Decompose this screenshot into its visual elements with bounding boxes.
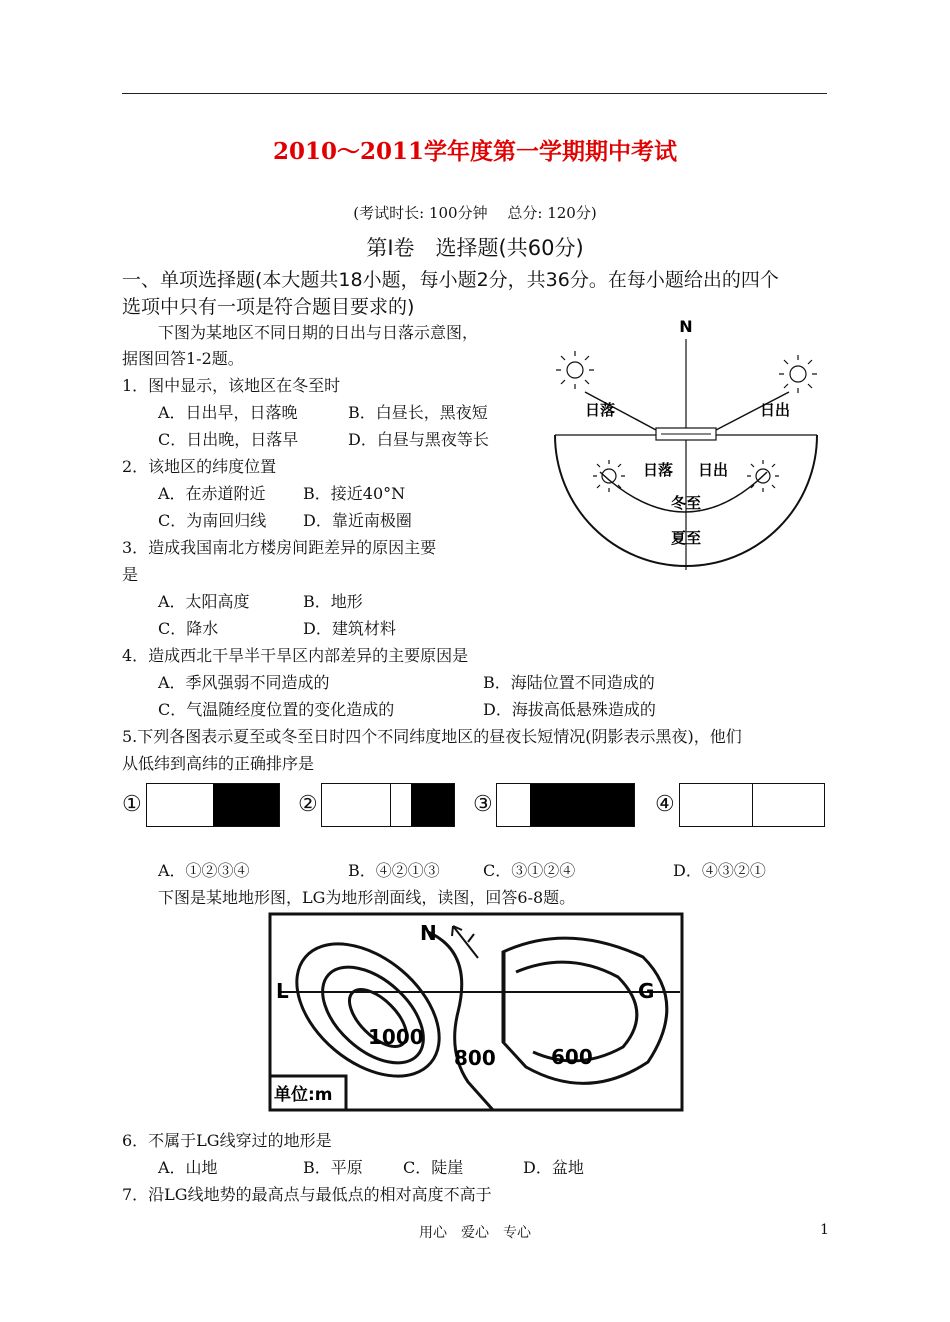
sun-icon-summer-sunset — [556, 351, 594, 389]
svg-text:1000: 1000 — [368, 1025, 424, 1049]
q5-option-b: B．④②①③ — [348, 861, 440, 880]
q3-stem-line-1: 3．造成我国南北方楼房间距差异的原因主要 — [122, 538, 437, 557]
q1-option-d: D．白昼与黑夜等长 — [348, 430, 489, 449]
svg-text:日出: 日出 — [697, 461, 729, 479]
q2-option-d: D．靠近南极圈 — [303, 511, 412, 530]
svg-text:日落: 日落 — [584, 401, 616, 419]
page-number: 1 — [820, 1222, 829, 1238]
intro1-line-1: 下图为某地区不同日期的日出与日落示意图， — [158, 323, 479, 342]
q1-option-a: A．日出早，日落晚 — [158, 403, 298, 422]
svg-text:N: N — [420, 921, 437, 945]
svg-text:冬至: 冬至 — [670, 494, 702, 512]
q4-option-b: B．海陆位置不同造成的 — [483, 673, 655, 692]
night-fill — [411, 784, 454, 826]
q5-option-a: A．①②③④ — [158, 861, 250, 880]
divider — [390, 784, 391, 826]
sun-icon-winter-sunset — [593, 460, 625, 492]
q3-option-b: B．地形 — [303, 592, 363, 611]
header-rule — [122, 93, 827, 94]
q5-stem-line-2: 从低纬到高纬的正确排序是 — [122, 754, 315, 773]
svg-text:800: 800 — [454, 1046, 496, 1070]
svg-text:G: G — [638, 979, 655, 1003]
q1-option-c: C．日出晚，日落早 — [158, 430, 299, 449]
q1-option-b: B．白昼长，黑夜短 — [348, 403, 488, 422]
exam-meta: (考试时长: 100分钟 总分: 120分) — [353, 204, 597, 222]
q2-option-c: C．为南回归线 — [158, 511, 267, 530]
daynight-bar-3 — [496, 783, 635, 827]
intro2: 下图是某地地形图，LG为地形剖面线，读图，回答6-8题。 — [158, 888, 576, 907]
svg-text:600: 600 — [551, 1045, 593, 1069]
q3-option-a: A．太阳高度 — [158, 592, 250, 611]
svg-text:日出: 日出 — [759, 401, 791, 419]
daynight-bar-1 — [146, 783, 280, 827]
q2-option-b: B．接近40°N — [303, 484, 406, 503]
q4-option-c: C．气温随经度位置的变化造成的 — [158, 700, 395, 719]
night-fill — [530, 784, 634, 826]
q7-stem: 7．沿LG线地势的最高点与最低点的相对高度不高于 — [122, 1185, 492, 1204]
instructions-line-2: 选项中只有一项是符合题目要求的) — [122, 296, 415, 318]
bar-label-4: ④ — [655, 792, 675, 817]
daynight-bar-4 — [679, 783, 825, 827]
q2-stem: 2．该地区的纬度位置 — [122, 457, 277, 476]
topographic-map — [268, 912, 686, 1114]
q5-stem-line-1: 5.下列各图表示夏至或冬至日时四个不同纬度地区的昼夜长短情况(阴影表示黑夜)，他们 — [122, 727, 742, 746]
q6-option-a: A．山地 — [158, 1158, 218, 1177]
q4-option-a: A．季风强弱不同造成的 — [158, 673, 330, 692]
q4-stem: 4．造成西北干旱半干旱区内部差异的主要原因是 — [122, 646, 469, 665]
q2-option-a: A．在赤道附近 — [158, 484, 266, 503]
q5-option-c: C．③①②④ — [483, 861, 576, 880]
q3-option-d: D．建筑材料 — [303, 619, 396, 638]
sun-icon-summer-sunrise — [779, 355, 817, 393]
q3-option-c: C．降水 — [158, 619, 219, 638]
instructions-line-1: 一、单项选择题(本大题共18小题，每小题2分，共36分。在每小题给出的四个 — [122, 269, 779, 291]
bar-label-3: ③ — [473, 792, 493, 817]
q5-option-d: D．④③②① — [673, 861, 766, 880]
q6-option-b: B．平原 — [303, 1158, 363, 1177]
q4-option-d: D．海拔高低悬殊造成的 — [483, 700, 656, 719]
svg-text:日落: 日落 — [642, 461, 674, 479]
page-title: 2010～2011学年度第一学期期中考试 — [272, 138, 678, 165]
q1-stem: 1．图中显示，该地区在冬至时 — [122, 376, 341, 395]
q6-option-d: D．盆地 — [523, 1158, 584, 1177]
divider — [752, 784, 753, 826]
north-label: N — [679, 317, 693, 336]
night-fill — [213, 784, 279, 826]
intro1-line-2: 据图回答1-2题。 — [122, 349, 244, 368]
q6-option-c: C．陡崖 — [403, 1158, 464, 1177]
bar-label-2: ② — [298, 792, 318, 817]
svg-text:单位:m: 单位:m — [274, 1085, 333, 1105]
page-footer: 用心 爱心 专心 — [419, 1225, 531, 1241]
q3-stem-line-2: 是 — [122, 565, 139, 584]
sunrise-sunset-diagram — [545, 312, 835, 570]
svg-text:夏至: 夏至 — [670, 529, 702, 547]
bar-label-1: ① — [122, 792, 142, 817]
section-heading: 第Ⅰ卷 选择题(共60分) — [366, 236, 584, 260]
daynight-bar-2 — [321, 783, 455, 827]
svg-text:L: L — [276, 979, 289, 1003]
q6-stem: 6．不属于LG线穿过的地形是 — [122, 1131, 332, 1150]
